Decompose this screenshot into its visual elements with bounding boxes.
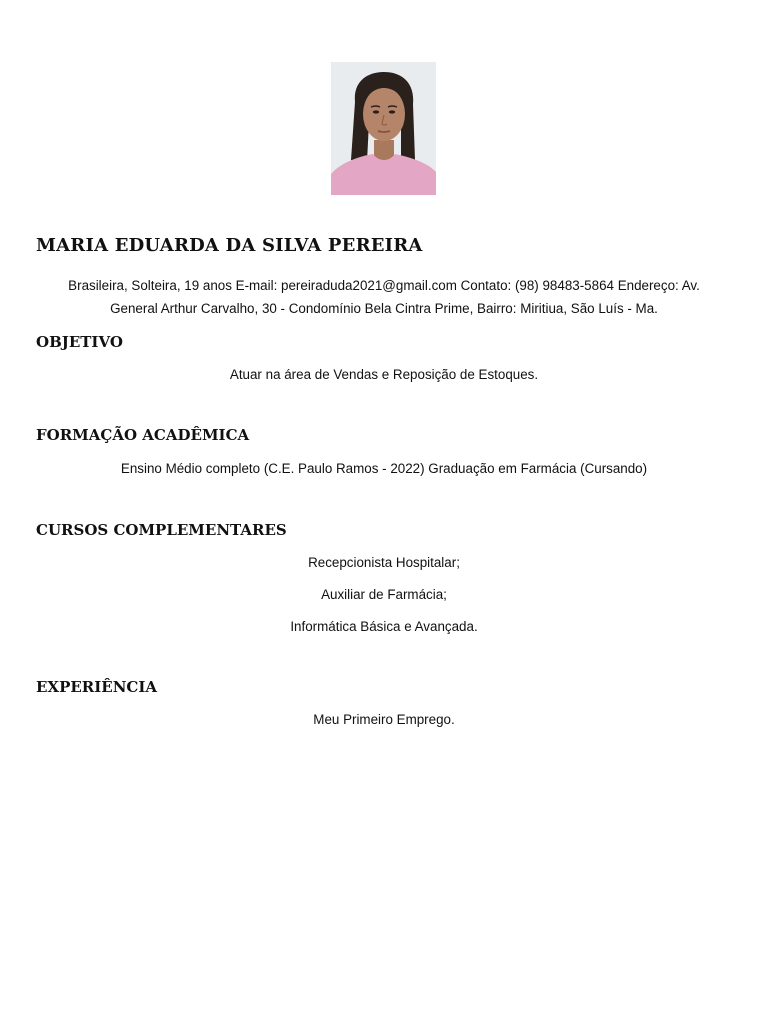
course-item: Recepcionista Hospitalar; (308, 555, 460, 570)
profile-photo (331, 62, 436, 195)
section-title-objective: OBJETIVO (36, 333, 123, 351)
education-text: Ensino Médio completo (C.E. Paulo Ramos - 2022) Graduação em Farmácia (Cursando) (120, 461, 648, 476)
course-item: Informática Básica e Avançada. (290, 619, 478, 634)
course-item: Auxiliar de Farmácia; (321, 587, 447, 602)
personal-info: Brasileira, Solteira, 19 anos E-mail: pereiraduda2021@gmail.com Contato: (98) 98483-5864 Endereço: Av. General Arthur Carvalho, 30 - Condomínio Bela Cintra Prime, Bairro: Miritiua, São Luís - Ma. (68, 278, 700, 316)
experience-text: Meu Primeiro Emprego. (313, 712, 455, 727)
section-title-experience: EXPERIÊNCIA (36, 678, 158, 696)
section-title-education: FORMAÇÃO ACADÊMICA (36, 426, 250, 444)
section-title-courses: CURSOS COMPLEMENTARES (36, 521, 287, 539)
objective-text: Atuar na área de Vendas e Reposição de Estoques. (229, 367, 539, 382)
candidate-name: MARIA EDUARDA DA SILVA PEREIRA (36, 235, 423, 256)
